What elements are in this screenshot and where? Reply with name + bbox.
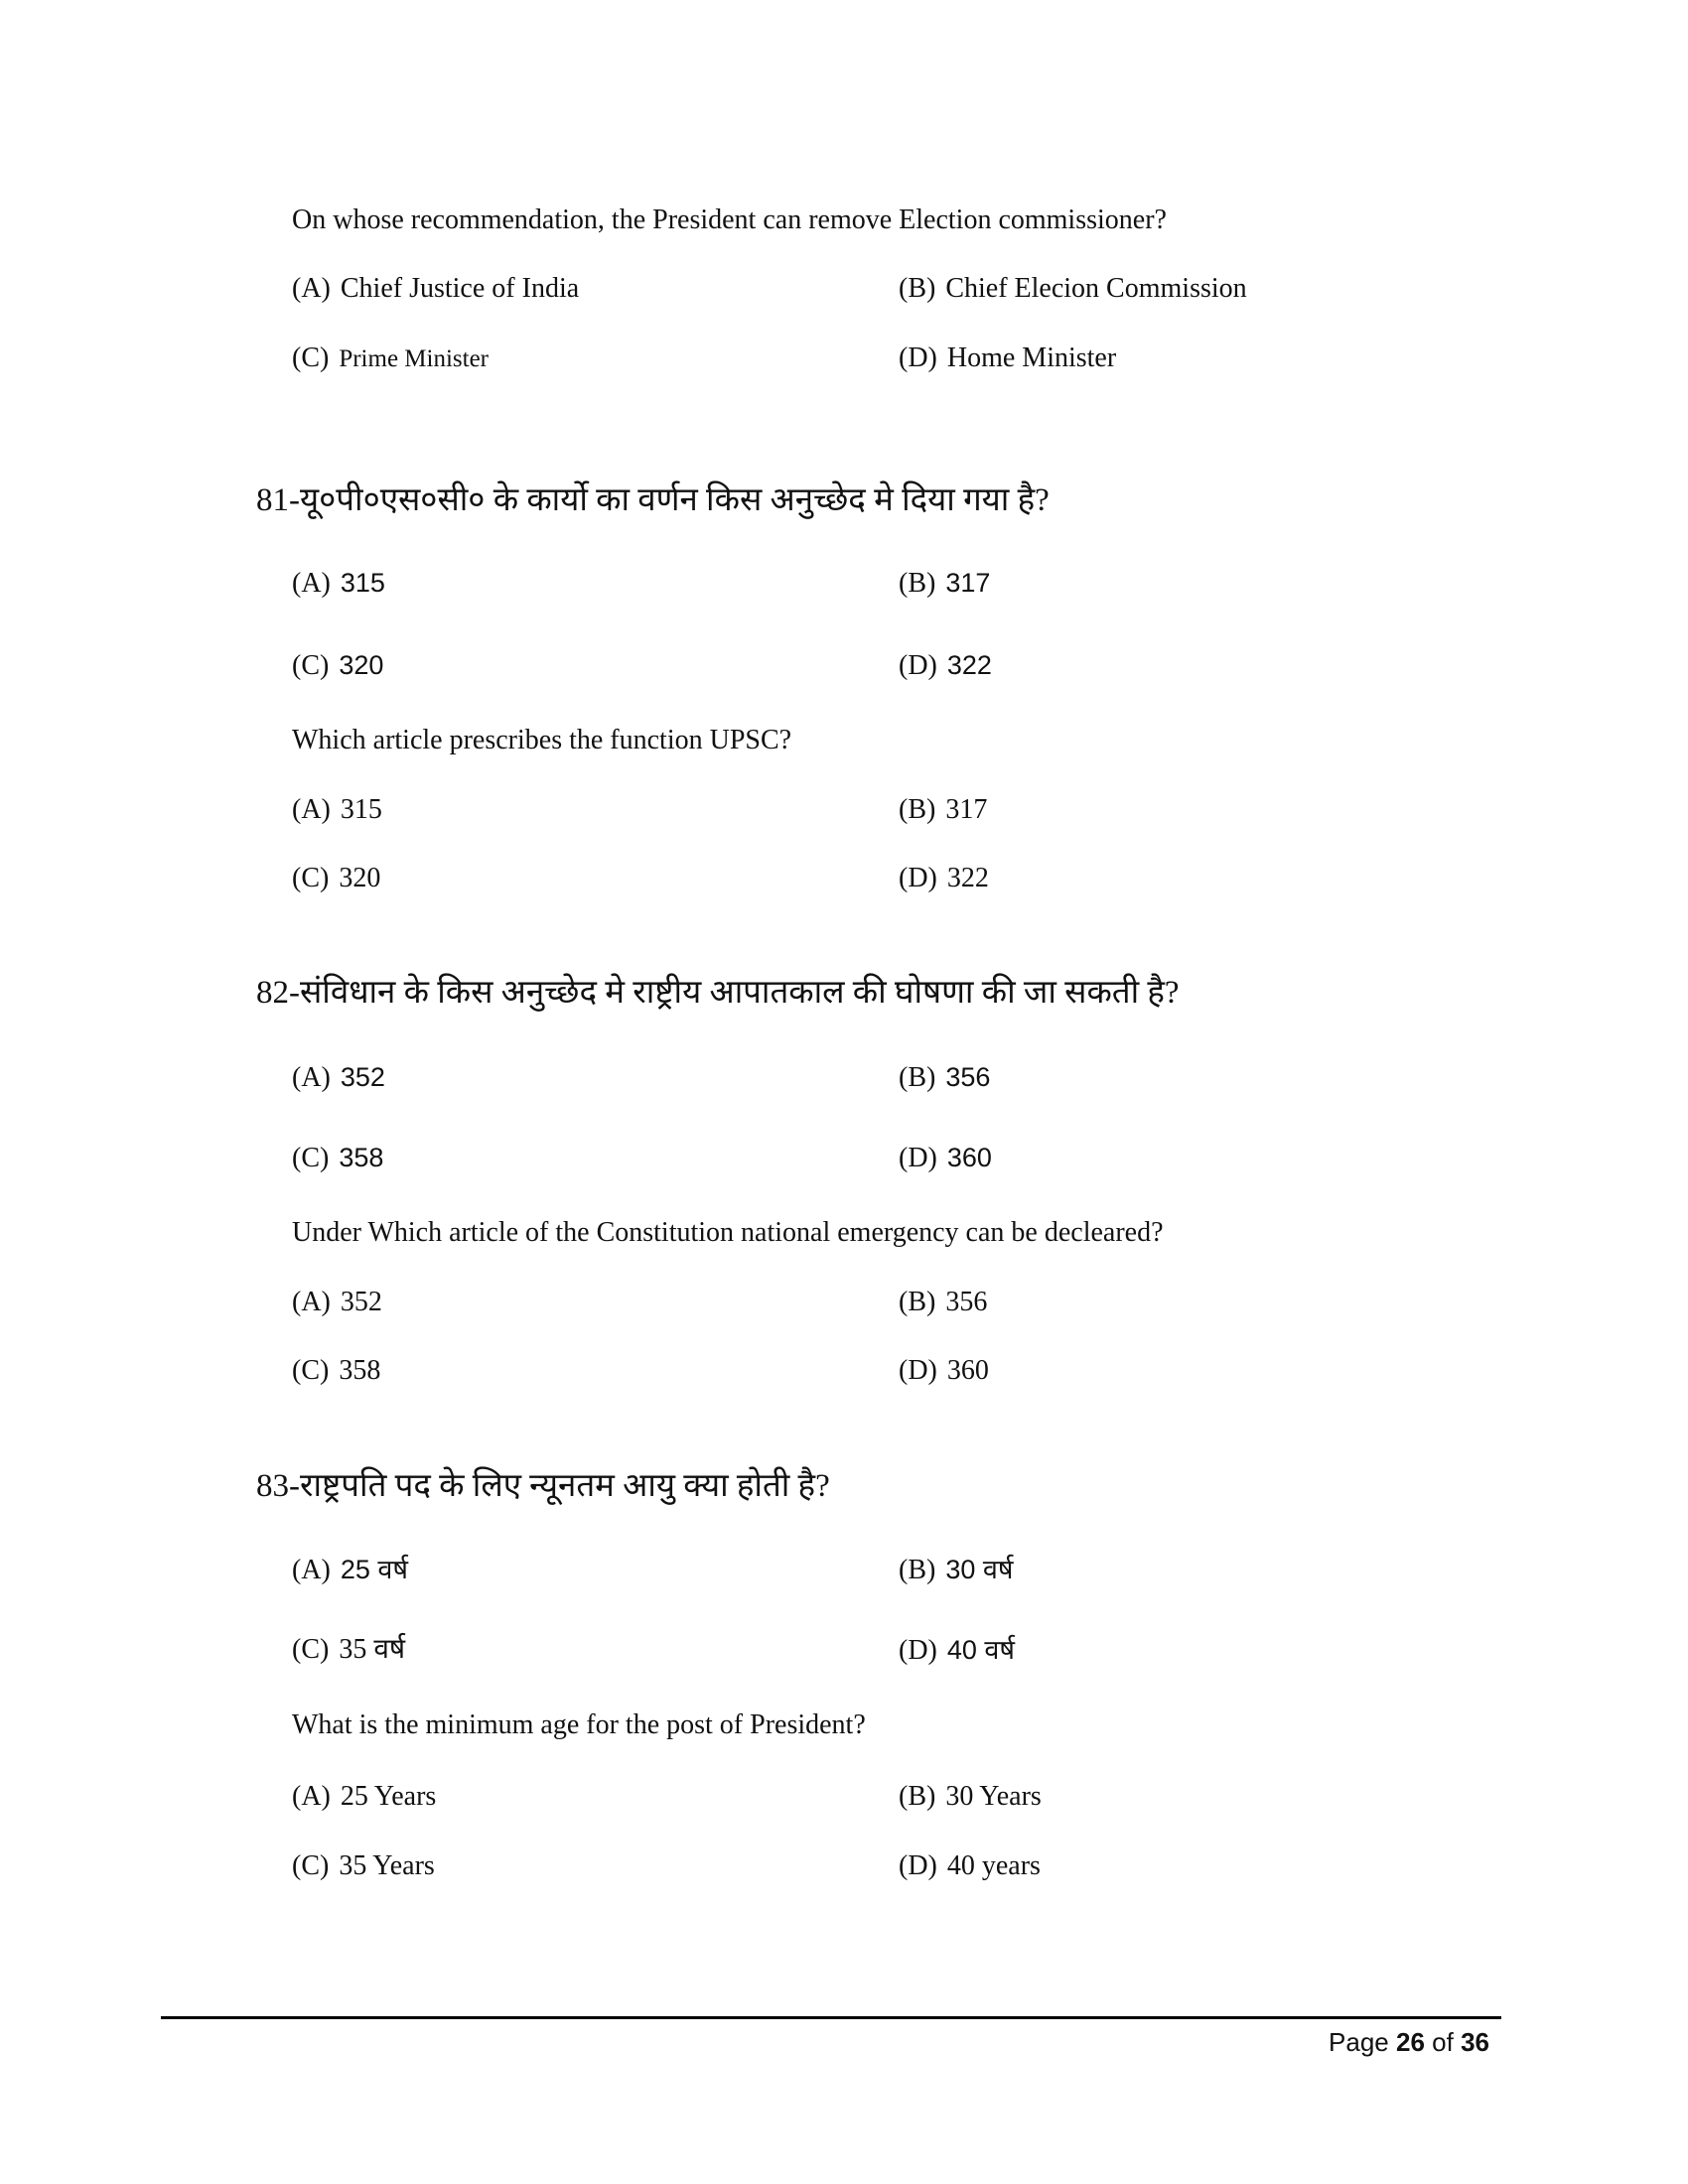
page-total: 36 — [1461, 2027, 1489, 2057]
option-text: 358 — [339, 1143, 384, 1172]
question-text: On whose recommendation, the President can remove Election commissioner? — [292, 205, 1167, 235]
option-text: 360 — [946, 1355, 989, 1386]
option-text: 40 वर्ष — [946, 1635, 1016, 1665]
option-a — [292, 1057, 385, 1097]
option-c — [292, 1630, 405, 1670]
option-a — [292, 1777, 436, 1817]
option-text: 25 वर्ष — [340, 1555, 409, 1584]
option-text: 317 — [945, 568, 991, 598]
option-label: (C) — [292, 650, 330, 681]
option-text: 358 — [339, 1355, 381, 1386]
option-label: (D) — [899, 1355, 937, 1386]
option-label: (D) — [899, 1850, 937, 1881]
question-81-hindi: 81-यू०पी०एस०सी० के कार्यो का वर्णन किस अनुच्छेद मे दिया गया है? — [256, 482, 1050, 518]
option-label: (D) — [899, 650, 937, 681]
page-of: of — [1432, 2027, 1454, 2057]
option-label: (A) — [292, 1062, 331, 1093]
option-text: 315 — [340, 794, 382, 825]
option-label: (B) — [899, 1781, 936, 1812]
option-d — [899, 1138, 992, 1177]
option-c — [292, 859, 380, 898]
option-d — [899, 1351, 989, 1391]
option-text: 25 Years — [340, 1781, 437, 1812]
option-c — [292, 339, 489, 378]
option-b — [899, 563, 990, 603]
option-label: (C) — [292, 342, 330, 373]
option-label: (C) — [292, 863, 330, 893]
option-text: 322 — [946, 863, 989, 893]
option-a — [292, 1550, 408, 1589]
option-label: (C) — [292, 1143, 330, 1173]
option-b — [899, 1550, 1013, 1589]
question-text: What is the minimum age for the post of President? — [292, 1709, 866, 1740]
option-label: (B) — [899, 794, 936, 825]
option-text: 30 Years — [945, 1781, 1042, 1812]
option-label: (B) — [899, 1062, 936, 1093]
option-b — [899, 1057, 990, 1097]
option-label: (D) — [899, 1143, 937, 1173]
option-label: (A) — [292, 1555, 331, 1585]
option-text: 356 — [945, 1287, 988, 1317]
option-b — [899, 790, 987, 830]
option-text: 322 — [946, 650, 992, 680]
option-label: (D) — [899, 1635, 937, 1666]
option-text: 320 — [339, 650, 384, 680]
page-current: 26 — [1396, 2027, 1425, 2057]
option-c — [292, 1351, 380, 1391]
option-a — [292, 269, 579, 309]
option-label: (B) — [899, 568, 936, 599]
option-label: (B) — [899, 1555, 936, 1585]
option-text: Home Minister — [946, 342, 1117, 373]
page-number — [1329, 2025, 1489, 2059]
option-text: Prime Minister — [339, 345, 490, 372]
option-text: 352 — [340, 1287, 382, 1317]
option-text: Chief Elecion Commission — [945, 273, 1247, 304]
option-label: (C) — [292, 1355, 330, 1386]
option-a — [292, 563, 385, 603]
option-d — [899, 1630, 1015, 1670]
question-text: Under Which article of the Constitution national emergency can be decleared? — [292, 1217, 1164, 1248]
option-label: (B) — [899, 1287, 936, 1317]
footer-rule — [161, 2016, 1501, 2019]
option-c — [292, 1846, 435, 1886]
option-text: 315 — [340, 568, 385, 598]
option-label: (B) — [899, 273, 936, 304]
option-label: (D) — [899, 342, 937, 373]
option-text: 356 — [945, 1062, 991, 1092]
question-83-hindi: 83-राष्ट्रपति पद के लिए न्यूनतम आयु क्या होती है? — [256, 1468, 830, 1504]
option-text: 320 — [339, 863, 381, 893]
page-prefix: Page — [1329, 2027, 1389, 2057]
option-a — [292, 1283, 382, 1322]
question-82-hindi: 82-संविधान के किस अनुच्छेद मे राष्ट्रीय आपातकाल की घोषणा की जा सकती है? — [256, 975, 1180, 1011]
option-d — [899, 1846, 1041, 1886]
option-b — [899, 269, 1247, 309]
option-label: (A) — [292, 1287, 331, 1317]
option-text: 35 वर्ष — [339, 1634, 406, 1665]
option-label: (C) — [292, 1634, 330, 1665]
option-text: 352 — [340, 1062, 385, 1092]
option-b — [899, 1777, 1042, 1817]
option-label: (C) — [292, 1850, 330, 1881]
option-label: (A) — [292, 568, 331, 599]
option-text: 317 — [945, 794, 988, 825]
option-text: Chief Justice of India — [340, 273, 580, 304]
option-d — [899, 645, 992, 685]
option-label: (A) — [292, 1781, 331, 1812]
question-text: Which article prescribes the function UPSC? — [292, 725, 792, 755]
option-d — [899, 339, 1116, 378]
option-a — [292, 790, 382, 830]
option-label: (D) — [899, 863, 937, 893]
option-text: 35 Years — [339, 1850, 435, 1881]
option-label: (A) — [292, 273, 331, 304]
option-d — [899, 859, 989, 898]
option-text: 30 वर्ष — [945, 1555, 1014, 1584]
option-b — [899, 1283, 987, 1322]
option-text: 360 — [946, 1143, 992, 1172]
option-c — [292, 1138, 383, 1177]
option-label: (A) — [292, 794, 331, 825]
option-c — [292, 645, 383, 685]
option-text: 40 years — [946, 1850, 1041, 1881]
